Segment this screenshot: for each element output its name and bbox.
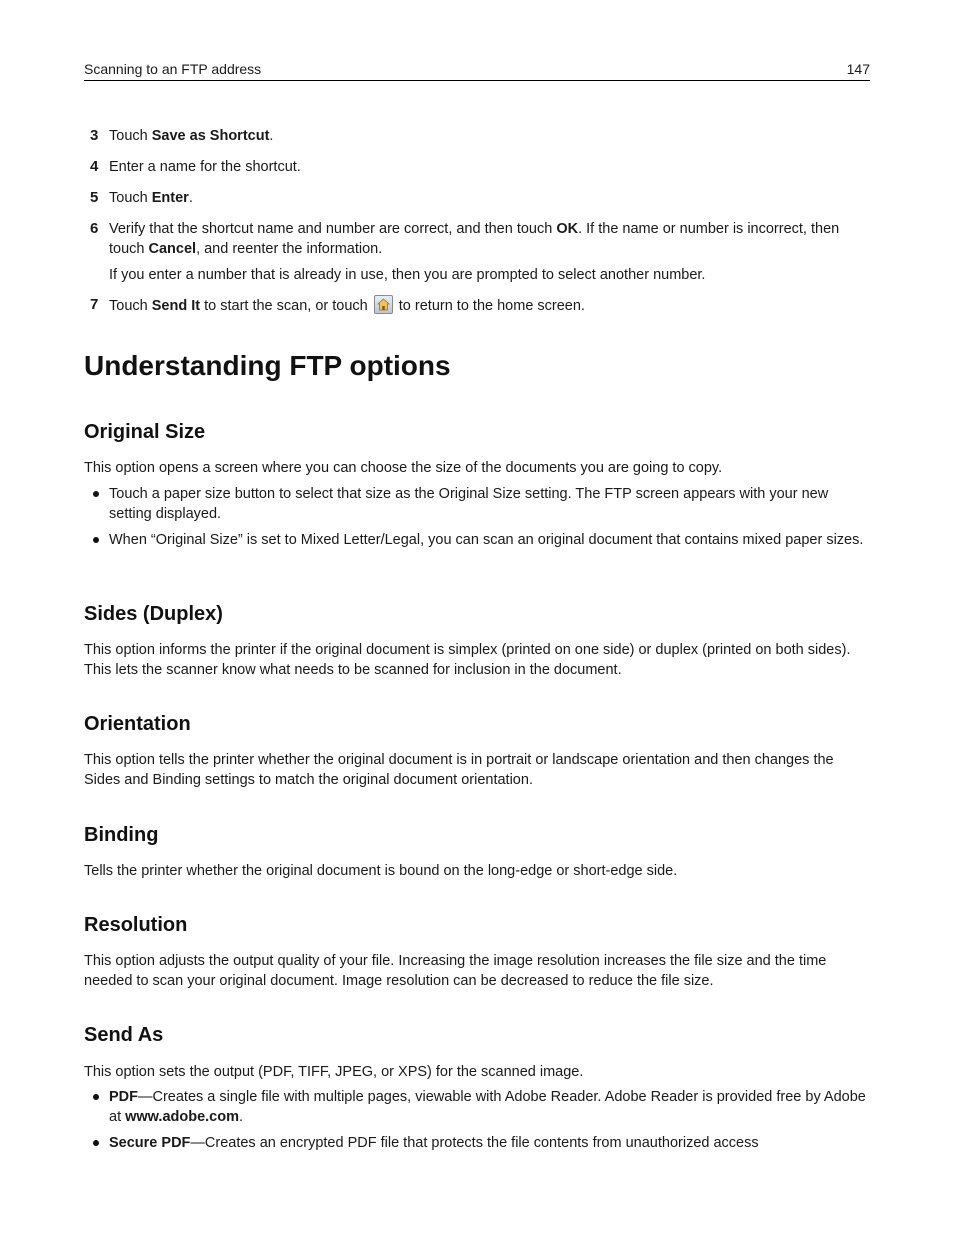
bullet-desc: —Creates an encrypted PDF file that protects the file contents from unauthorized access [190,1135,759,1151]
step-number: 4 [90,158,99,175]
sides-text: This option informs the printer if the original document is simplex (printed on one side) or duplex (printed on both sides). This lets the scanner know what needs to be scanned for inclusion in the document. [84,642,851,678]
step-bold-term-2: Cancel [148,241,197,257]
step-text-pre: Touch [109,128,152,144]
step-text [109,295,870,316]
adobe-url-text: www.adobe.com [125,1109,239,1125]
header-title: Scanning to an FTP address [84,61,262,77]
step-number: 5 [90,189,99,206]
step-number: 6 [90,220,99,237]
bullet-icon [93,537,99,543]
step-6-note: If you enter a number that is already in use, then you are prompted to select another number. [109,267,706,283]
step-text-mid: . If the name or number is incorrect, then touch [109,221,840,257]
send-as-intro: This option sets the output (PDF, TIFF, JPEG, or XPS) for the scanned image. [84,1064,584,1080]
step-number: 3 [90,127,99,144]
step-text [109,126,870,146]
bullet-text [109,1133,870,1153]
home-icon [374,295,393,314]
binding-text: Tells the printer whether the original document is bound on the long‑edge or short‑edge side. [84,863,678,879]
resolution-text: This option adjusts the output quality of your file. Increasing the image resolution increases the file size and the time needed to scan your original document. Image resolution can be decreased to reduce the file size. [84,953,827,989]
original-size-intro: This option opens a screen where you can choose the size of the documents you are going to copy. [84,460,723,476]
bullet-text-post: . [239,1109,244,1125]
step-text-pre: Touch [109,298,152,314]
bullet-text: When “Original Size” is set to Mixed Letter/Legal, you can scan an original document that contains mixed paper sizes. [109,532,864,548]
step-text-post: , and reenter the information. [196,241,383,257]
step-bold-term: Enter [151,190,189,206]
section-heading-orientation: Orientation [84,713,191,735]
step-text-post: . [269,128,274,144]
step-text [109,219,870,259]
bullet-icon [93,1094,99,1100]
step-text: Enter a name for the shortcut. [109,159,301,175]
bullet-text: Touch a paper size button to select that size as the Original Size setting. The FTP screen appears with your new setting displayed. [109,486,829,522]
step-bold-term: Save as Shortcut [151,128,270,144]
step-text-post: to return to the home screen. [394,298,585,314]
step-number: 7 [90,296,99,313]
page-title: Understanding FTP options [84,350,451,381]
orientation-text: This option tells the printer whether the original document is in portrait or landscape orientation and then changes the Sides and Binding settings to match the original document orientation. [84,752,834,788]
section-heading-resolution: Resolution [84,914,188,936]
step-text-pre: Touch [109,190,152,206]
bullet-bold-term: Secure PDF [109,1135,191,1151]
bullet-text [109,1087,870,1127]
section-heading-sides: Sides (Duplex) [84,603,223,625]
step-bold-term: OK [556,221,579,237]
step-text-post: . [188,190,193,206]
page-header [84,60,870,81]
step-text [109,188,870,208]
bullet-icon [93,1140,99,1146]
step-text-mid: to start the scan, or touch [200,298,372,314]
section-heading-binding: Binding [84,824,159,846]
step-bold-term: Send It [151,298,201,314]
bullet-icon [93,491,99,497]
page-number: 147 [846,61,870,77]
bullet-desc: —Creates a single file with multiple pages, viewable with Adobe Reader. Adobe Reader is provided free by Adobe at [109,1089,866,1125]
bullet-bold-term: PDF [109,1089,138,1105]
step-text-pre: Verify that the shortcut name and number are correct, and then touch [109,221,557,237]
section-heading-send-as: Send As [84,1024,164,1046]
section-heading-original-size: Original Size [84,421,206,443]
